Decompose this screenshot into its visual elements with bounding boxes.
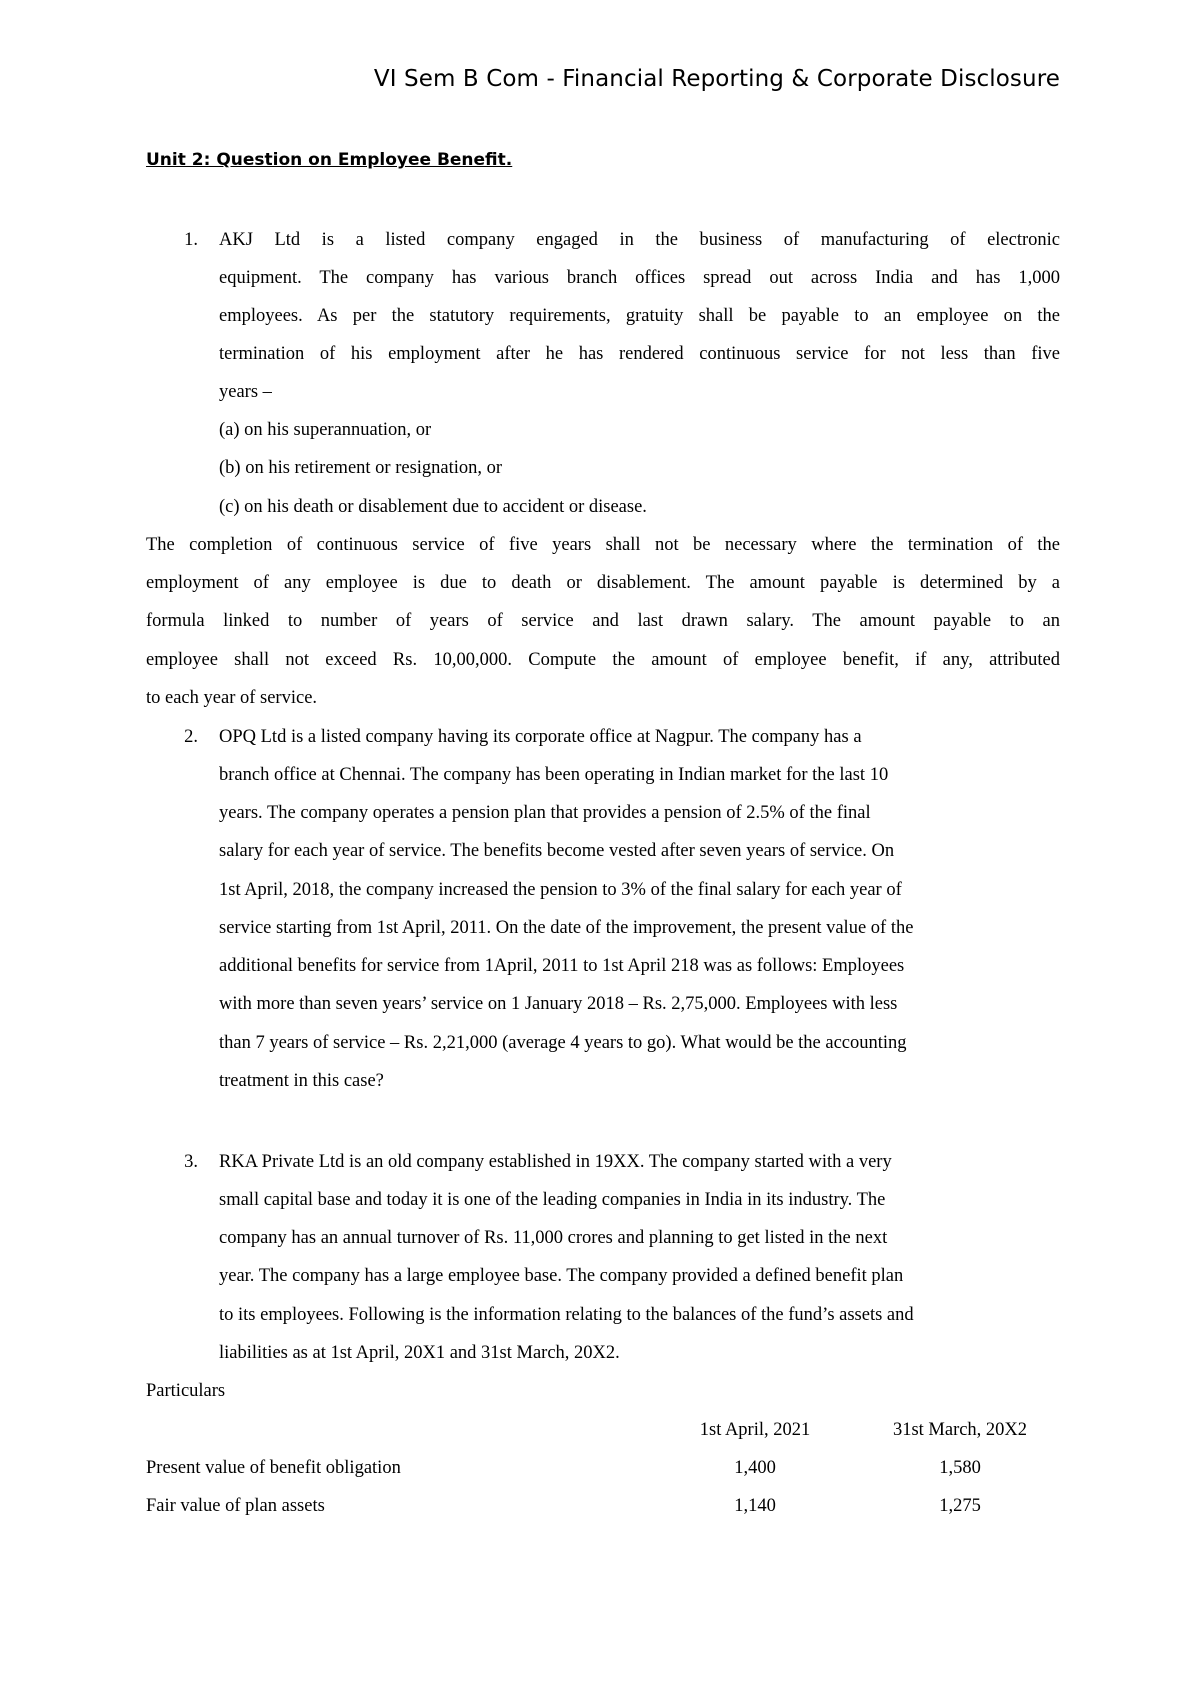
row-label: Present value of benefit obligation: [146, 1458, 401, 1478]
question-line: branch office at Chennai. The company has been operating in Indian market for the last 10: [219, 765, 889, 785]
question-line: treatment in this case?: [219, 1071, 384, 1091]
question-line: OPQ Ltd is a listed company having its corporate office at Nagpur. The company has a: [219, 727, 862, 747]
column-header: 31st March, 20X2: [892, 1420, 1028, 1440]
table-cell: 1,580: [939, 1458, 981, 1478]
row-label: Fair value of plan assets: [146, 1496, 325, 1516]
option-c: (c) on his death or disablement due to accident or disease.: [219, 497, 647, 517]
question-line: liabilities as at 1st April, 20X1 and 31st March, 20X2.: [219, 1343, 620, 1363]
table-cell: 1,400: [734, 1458, 776, 1478]
paragraph-line: to each year of service.: [146, 688, 318, 708]
question-number: 3.: [184, 1152, 198, 1172]
question-line: RKA Private Ltd is an old company established in 19XX. The company started with a very: [219, 1152, 892, 1172]
column-header: 1st April, 2021: [699, 1420, 811, 1440]
option-a: (a) on his superannuation, or: [219, 420, 432, 440]
question-line: year. The company has a large employee base. The company provided a defined benefit plan: [219, 1266, 904, 1286]
question-line: 1st April, 2018, the company increased the pension to 3% of the final salary for each year of: [219, 880, 902, 900]
table-cell: 1,275: [939, 1496, 981, 1516]
question-line: termination of his employment after he has rendered continuous service for not less than five: [219, 344, 1060, 364]
question-line: additional benefits for service from 1April, 2011 to 1st April 218 was as follows: Employees: [219, 956, 905, 976]
question-line: with more than seven years’ service on 1 January 2018 – Rs. 2,75,000. Employees with less: [219, 994, 898, 1014]
question-line: years. The company operates a pension plan that provides a pension of 2.5% of the final: [219, 803, 871, 823]
paragraph-line: employment of any employee is due to death or disablement. The amount payable is determined by a: [146, 573, 1060, 593]
table-heading: Particulars: [146, 1381, 226, 1401]
question-number: 2.: [184, 727, 198, 747]
question-line: equipment. The company has various branch offices spread out across India and has 1,000: [219, 268, 1060, 288]
page-header: VI Sem B Com - Financial Reporting & Corporate Disclosure: [373, 66, 1060, 92]
question-line: company has an annual turnover of Rs. 11,000 crores and planning to get listed in the next: [219, 1228, 888, 1248]
question-line: service starting from 1st April, 2011. On the date of the improvement, the present value of the: [219, 918, 914, 938]
paragraph-line: formula linked to number of years of service and last drawn salary. The amount payable to an: [146, 611, 1060, 631]
question-line: small capital base and today it is one of the leading companies in India in its industry. The: [219, 1190, 886, 1210]
unit-title: Unit 2: Question on Employee Benefit.: [146, 150, 513, 170]
question-line: years –: [219, 382, 272, 402]
question-line: than 7 years of service – Rs. 2,21,000 (average 4 years to go). What would be the accounting: [219, 1033, 907, 1053]
paragraph-line: employee shall not exceed Rs. 10,00,000. Compute the amount of employee benefit, if any, attributed: [146, 650, 1060, 670]
question-line: employees. As per the statutory requirements, gratuity shall be payable to an employee on the: [219, 306, 1060, 326]
paragraph-line: The completion of continuous service of five years shall not be necessary where the termination of the: [146, 535, 1060, 555]
table-cell: 1,140: [734, 1496, 776, 1516]
option-b: (b) on his retirement or resignation, or: [219, 458, 503, 478]
question-number: 1.: [184, 230, 198, 250]
question-line: to its employees. Following is the information relating to the balances of the fund’s assets and: [219, 1305, 914, 1325]
question-line: salary for each year of service. The benefits become vested after seven years of service. On: [219, 841, 895, 861]
question-line: AKJ Ltd is a listed company engaged in the business of manufacturing of electronic: [219, 230, 1060, 250]
